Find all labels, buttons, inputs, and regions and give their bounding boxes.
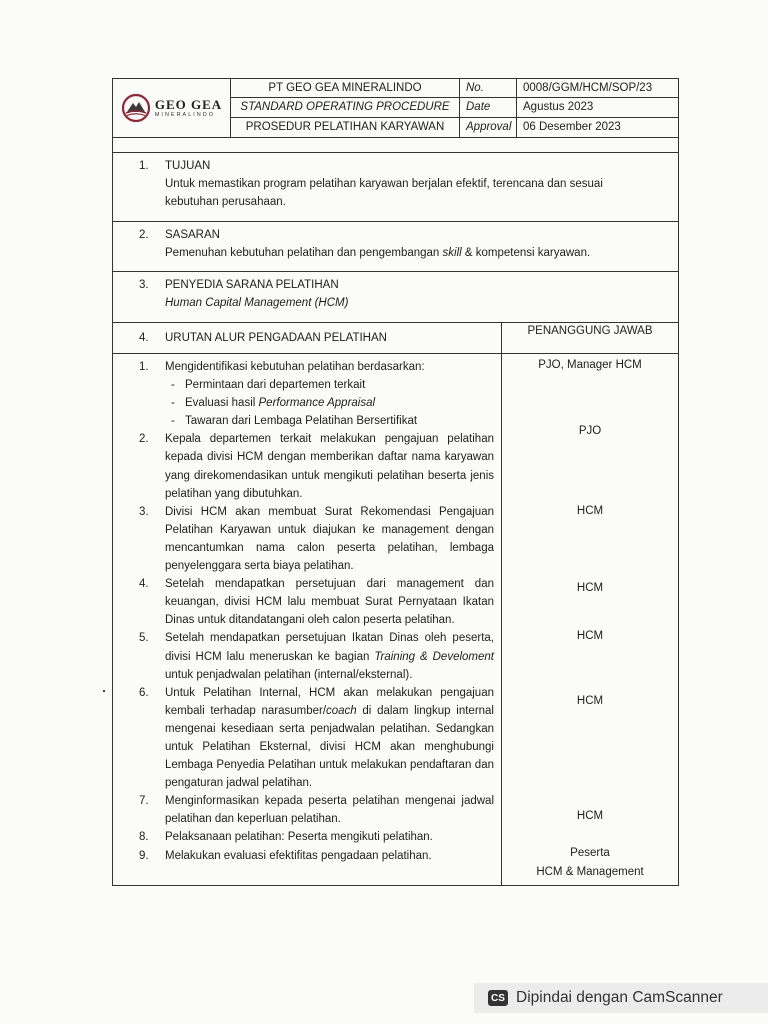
responsible-column (502, 354, 678, 885)
camscanner-icon: CS (488, 990, 508, 1006)
section-text: Human Capital Management (HCM) (165, 297, 349, 309)
list-item: 1. Mengidentifikasi kebutuhan pelatihan berdasarkan: - Permintaan dari departemen terkait - Evaluasi hasil Performance Appraisal - Tawaran dari Lembaga Pelatihan Bersertifikat (139, 361, 425, 428)
approval-value: 06 Desember 2023 (523, 121, 621, 134)
logo-mountain-icon (121, 93, 151, 123)
section-number: 4. (139, 332, 149, 344)
company-logo (113, 79, 231, 137)
section-number: 2. (139, 229, 149, 241)
procedure-table-header (113, 323, 678, 354)
section-title: TUJUAN (165, 160, 211, 172)
procedure-steps (113, 354, 502, 885)
logo-sub-text: MINERALINDO (154, 111, 216, 118)
section-penyedia (113, 272, 678, 323)
section-sasaran (113, 222, 678, 272)
responsible-cell: HCM (576, 695, 604, 707)
section-title: SASARAN (165, 229, 220, 241)
responsible-cell: PJO, Manager HCM (538, 359, 642, 371)
responsible-cell: HCM (576, 582, 604, 594)
list-item: 8. Pelaksanaan pelatihan: Peserta mengikuti pelatihan. (139, 831, 433, 844)
responsible-cell: PJO (578, 425, 602, 437)
list-item: 7. Menginformasikan kepada peserta pelatihan mengenai jadwal pelatihan dan keperluan pelatihan. (139, 795, 494, 826)
list-item: 3. Divisi HCM akan membuat Surat Rekomendasi Pengajuan Pelatihan Karyawan untuk diajukan ke management dengan mencantumkan nama calon peserta pelatihan, lembaga penyelenggara serta biaya pelatihan. (139, 505, 494, 573)
date-value: Agustus 2023 (517, 98, 678, 117)
company-name: PT GEO GEA MINERALINDO (231, 79, 460, 98)
list-item: 5. Setelah mendapatkan persetujuan Ikatan Dinas oleh peserta, divisi HCM lalu meneruskan ke bagian Training & Develoment untuk penjadwalan pelatihan (internal/eksternal). (139, 632, 494, 681)
section-text: Pemenuhan kebutuhan pelatihan dan pengembangan skill & kompetensi karyawan. (165, 247, 591, 259)
list-item: 9. Melakukan evaluasi efektifitas pengadaan pelatihan. (139, 849, 432, 862)
approval-label: Approval (460, 118, 517, 137)
skill-term: skill (442, 247, 462, 259)
doc-number-value: 0008/GGM/HCM/SOP/23 (517, 79, 678, 98)
document-header (113, 79, 678, 138)
section-number: 1. (139, 160, 149, 172)
responsible-header: PENANGGUNG JAWAB (527, 325, 653, 337)
logo-main-text: GEO GEA (154, 96, 223, 112)
list-item: 4. Setelah mendapatkan persetujuan dari management dan keuangan, divisi HCM lalu membuat Surat Pernyataan Ikatan Dinas untuk ditandatangani oleh calon peserta pelatihan. (139, 578, 494, 627)
doc-title: PROSEDUR PELATIHAN KARYAWAN (231, 118, 460, 137)
section-text: Untuk memastikan program pelatihan karyawan berjalan efektif, terencana dan sesuai kebutuhan perusahaan. (165, 178, 603, 208)
responsible-cell: HCM (576, 505, 604, 517)
scan-speck (103, 690, 105, 692)
date-label: Date (460, 98, 517, 117)
sop-document (112, 78, 679, 886)
header-info-grid (231, 79, 678, 137)
section-number: 3. (139, 279, 149, 291)
procedure-table-body (113, 354, 678, 885)
section-title: URUTAN ALUR PENGADAAN PELATIHAN (165, 332, 387, 344)
responsible-cell: HCM (576, 810, 604, 822)
camscanner-text: Dipindai dengan CamScanner (516, 989, 723, 1006)
list-item: 2. Kepala departemen terkait melakukan pengajuan pelatihan kepada divisi HCM dengan memberikan daftar nama karyawan yang direkomendasikan untuk mengikuti pelatihan beserta jenis pelatihan yang dibutuhkan. (139, 433, 494, 500)
responsible-cell: HCM (576, 630, 604, 642)
responsible-cell: Peserta (570, 847, 610, 859)
list-item: 6. Untuk Pelatihan Internal, HCM akan melakukan pengajuan kembali terhadap narasumber/coach di dalam lingkup internal mengenai kesediaan serta penjadwalan pelatihan. Sedangkan untuk Pelatihan Eksternal, divisi HCM akan menghubungi Lembaga Penyedia Pelatihan untuk melakukan pendaftaran dan pengaturan jadwal pelatihan. (139, 686, 494, 790)
section-tujuan (113, 153, 678, 222)
header-spacer (113, 138, 678, 153)
doc-type: STANDARD OPERATING PROCEDURE (231, 98, 460, 117)
responsible-cell: HCM & Management (536, 866, 644, 878)
camscanner-watermark (474, 983, 768, 1013)
doc-number-label: No. (460, 79, 517, 98)
section-title: PENYEDIA SARANA PELATIHAN (165, 279, 339, 291)
